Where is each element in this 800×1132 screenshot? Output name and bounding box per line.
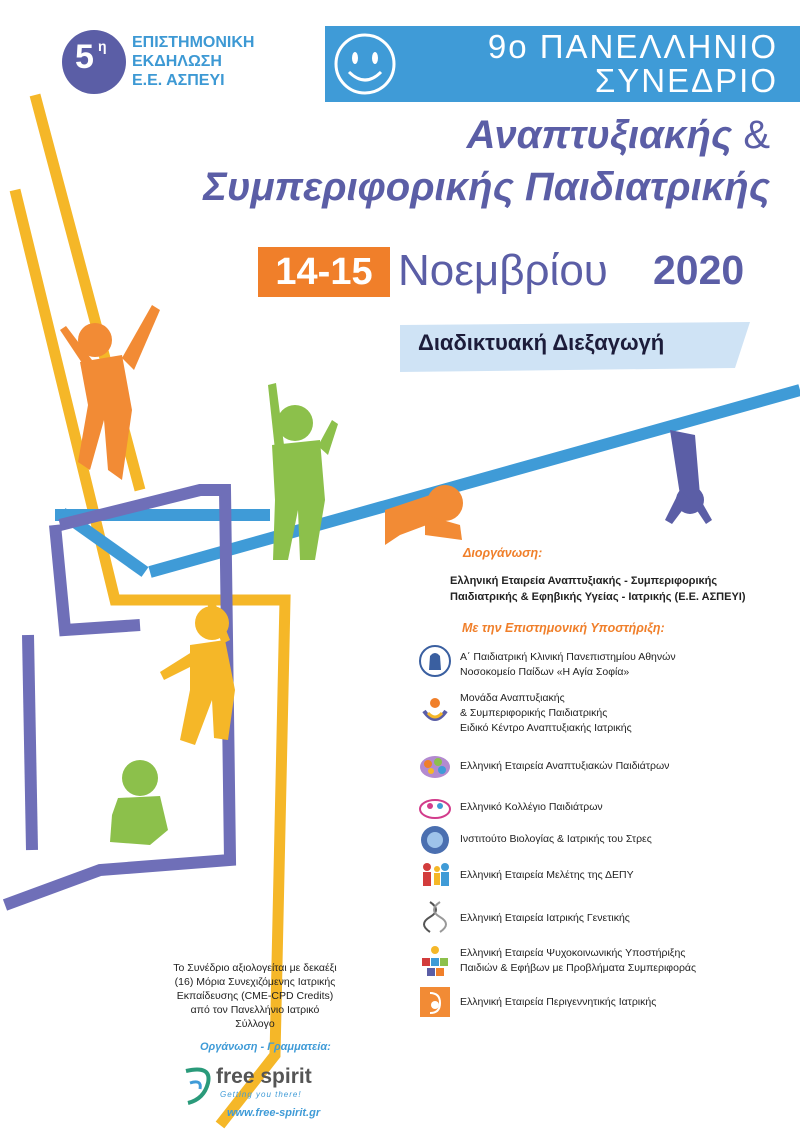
swirl-icon	[182, 1063, 216, 1107]
title-line-2: Συμπεριφορικής Παιδιατρικής	[203, 165, 770, 209]
support-item-text: Α΄ Παιδιατρική Κλινική Πανεπιστημίου Αθηνών Νοσοκομείο Παίδων «Η Αγία Σοφία»	[460, 651, 676, 678]
edition-superscript: η	[98, 38, 107, 54]
organizer-heading: Διοργάνωση:	[463, 546, 543, 560]
organizer-line: Παιδιατρικής & Εφηβικής Υγείας - Ιατρικής (Ε.Ε. ΑΣΠΕΥΙ)	[450, 591, 746, 603]
child-running-silhouette	[160, 595, 235, 745]
edition-label-line: Ε.Ε. ΑΣΠΕΥΙ	[132, 72, 225, 89]
support-item-text: Ελληνική Εταιρεία Αναπτυξιακών Παιδιάτρων	[460, 760, 670, 772]
edition-label	[132, 33, 254, 90]
organizer-text	[450, 573, 780, 605]
date-days: 14-15	[258, 247, 390, 297]
support-item-text: Ινστιτούτο Βιολογίας & Ιατρικής του Στρες	[460, 833, 652, 845]
edition-label-line: ΕΠΙΣΤΗΜΟΝΙΚΗ	[132, 34, 255, 51]
puzzle-people-icon	[418, 944, 452, 978]
support-item-text: Ελληνική Εταιρεία Ιατρικής Γενετικής	[460, 912, 630, 924]
mother-baby-icon	[418, 985, 452, 1019]
support-heading: Με την Επιστημονική Υποστήριξη:	[462, 621, 665, 635]
child-waving-silhouette	[268, 383, 338, 560]
edition-label-line: ΕΚΔΗΛΩΣΗ	[132, 53, 222, 70]
support-item-text: Ελληνική Εταιρεία Περιγεννητικής Ιατρικής	[460, 996, 657, 1008]
banner-line-1: 9ο ΠΑΝΕΛΛΗΝΙΟ	[487, 28, 778, 65]
child-figure-icon	[418, 693, 452, 727]
edition-number: 5	[75, 38, 94, 76]
banner-line-2: ΣΥΝΕΔΡΙΟ	[594, 62, 778, 99]
date-year: 2020	[653, 247, 745, 293]
support-item-text: Ελληνική Εταιρεία Ψυχοκοινωνικής Υποστήριξης Παιδιών & Εφήβων με Προβλήματα Συμπεριφοράς	[460, 947, 697, 974]
brain-icon	[418, 751, 452, 785]
edition-badge	[62, 30, 126, 94]
organizer-line: Ελληνική Εταιρεία Αναπτυξιακής - Συμπεριφορικής	[450, 575, 718, 587]
date-month: Νοεμβρίου	[398, 246, 608, 295]
support-item-text: Ελληνική Εταιρεία Μελέτης της ΔΕΠΥ	[460, 869, 634, 881]
child-handstand-silhouette	[665, 430, 712, 524]
sitting-baby-silhouette	[110, 760, 168, 845]
smiley-icon	[333, 32, 397, 96]
congress-banner	[325, 26, 800, 102]
cme-credits-note: Το Συνέδριο αξιολογείται με δεκαέξι (16) Μόρια Συνεχιζόμενης Ιατρικής Εκπαίδευσης (CME-CPD Credits) από τον Πανελλήνιο Ιατρικό Σύλλογο	[173, 962, 337, 1030]
support-item-text: Μονάδα Αναπτυξιακής & Συμπεριφορικής Παιδιατρικής Ειδικό Κέντρο Αναπτυξιακής Ιατρικής	[460, 692, 632, 734]
athena-seal-icon	[418, 644, 452, 678]
family-icon	[418, 858, 452, 892]
title-ampersand: &	[743, 113, 770, 157]
online-label: Διαδικτυακή Διεξαγωγή	[418, 330, 665, 355]
title-line-1	[0, 113, 770, 158]
dna-icon	[418, 900, 452, 934]
brand-name: free spirit	[216, 1065, 312, 1088]
globe-seal-icon	[418, 823, 452, 857]
brand-tagline: Getting you there!	[220, 1090, 302, 1099]
children-logo-icon	[418, 792, 452, 826]
secretariat-url[interactable]: www.free-spirit.gr	[227, 1107, 321, 1119]
title-word: Αναπτυξιακής	[466, 113, 733, 157]
secretariat-label: Οργάνωση - Γραμματεία:	[200, 1041, 331, 1053]
free-spirit-logo	[182, 1063, 342, 1107]
support-item-text: Ελληνικό Κολλέγιο Παιδιάτρων	[460, 801, 603, 813]
